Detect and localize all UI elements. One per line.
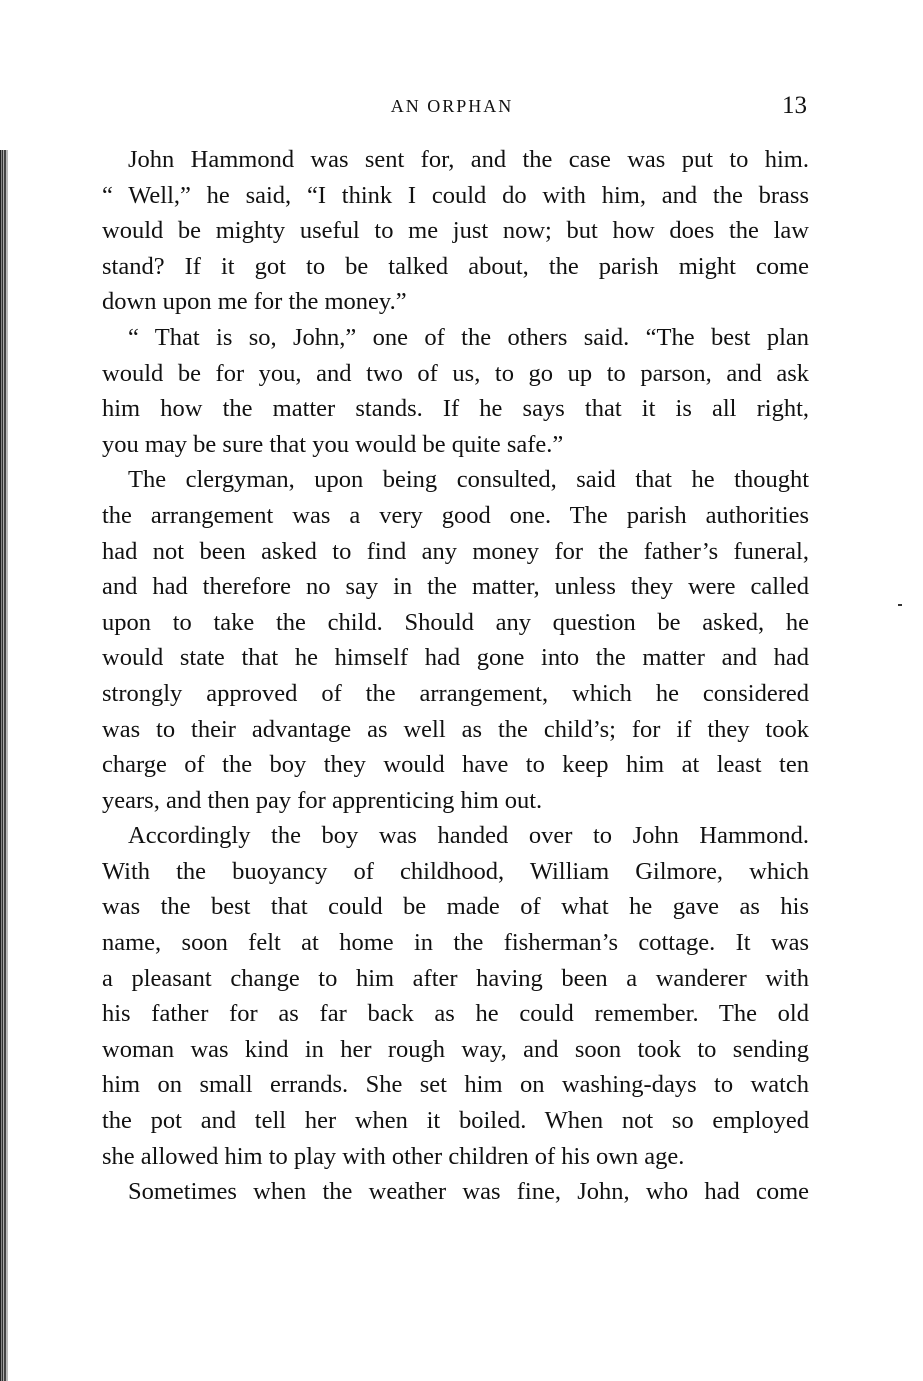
text-line: would be for you, and two of us, to go up to parson, and ask — [102, 359, 809, 387]
text-line: Sometimes when the weather was fine, John, who had come — [128, 1178, 809, 1206]
text-line: the arrangement was a very good one. The parish authorities — [102, 501, 809, 529]
text-line: a pleasant change to him after having been a wanderer with — [102, 964, 809, 992]
text-line: “ Well,” he said, “I think I could do with him, and the brass — [102, 181, 809, 209]
text-line: him how the matter stands. If he says that it is all right, — [102, 395, 809, 423]
text-line: John Hammond was sent for, and the case was put to him. — [128, 146, 809, 173]
text-line: charge of the boy they would have to keep him at least ten — [102, 751, 809, 779]
text-line: his father for as far back as he could remember. The old — [102, 1000, 809, 1028]
text-line: woman was kind in her rough way, and soon took to sending — [102, 1035, 809, 1063]
text-line: With the buoyancy of childhood, William Gilmore, which — [102, 857, 809, 885]
running-title: AN ORPHAN — [390, 96, 514, 116]
text-line: would be mighty useful to me just now; but how does the law — [102, 217, 809, 245]
page-binding-edge — [0, 150, 8, 1381]
scan-speck — [898, 604, 902, 606]
text-line: she allowed him to play with other children of his own age. — [102, 1142, 685, 1170]
page-number: 13 — [782, 92, 807, 119]
paragraph — [102, 320, 809, 462]
text-line: would state that he himself had gone into the matter and had — [102, 644, 809, 672]
paragraph — [102, 462, 809, 818]
text-line: and had therefore no say in the matter, unless they were called — [102, 573, 809, 601]
text-line: down upon me for the money.” — [102, 288, 407, 316]
text-line: The clergyman, upon being consulted, said that he thought — [128, 466, 809, 494]
paragraph — [102, 1174, 809, 1210]
text-line: was to their advantage as well as the child’s; for if they took — [102, 715, 809, 743]
text-line: stand? If it got to be talked about, the parish might come — [102, 252, 809, 280]
text-line: “ That is so, John,” one of the others said. “The best plan — [128, 323, 809, 351]
body-text — [102, 142, 809, 1210]
text-line: you may be sure that you would be quite safe.” — [102, 430, 564, 458]
paragraph — [102, 142, 809, 320]
text-line: name, soon felt at home in the fisherman’s cottage. It was — [102, 929, 809, 957]
text-line: the pot and tell her when it boiled. When not so employed — [102, 1107, 809, 1135]
text-line: upon to take the child. Should any question be asked, he — [102, 608, 809, 636]
text-line: was the best that could be made of what he gave as his — [102, 893, 809, 921]
text-line: strongly approved of the arrangement, which he considered — [102, 679, 809, 707]
text-line: Accordingly the boy was handed over to John Hammond. — [128, 822, 809, 850]
text-line: him on small errands. She set him on washing-days to watch — [102, 1071, 809, 1099]
text-line: years, and then pay for apprenticing him out. — [102, 786, 543, 814]
paragraph — [102, 818, 809, 1174]
text-line: had not been asked to find any money for the father’s funeral, — [102, 537, 809, 565]
